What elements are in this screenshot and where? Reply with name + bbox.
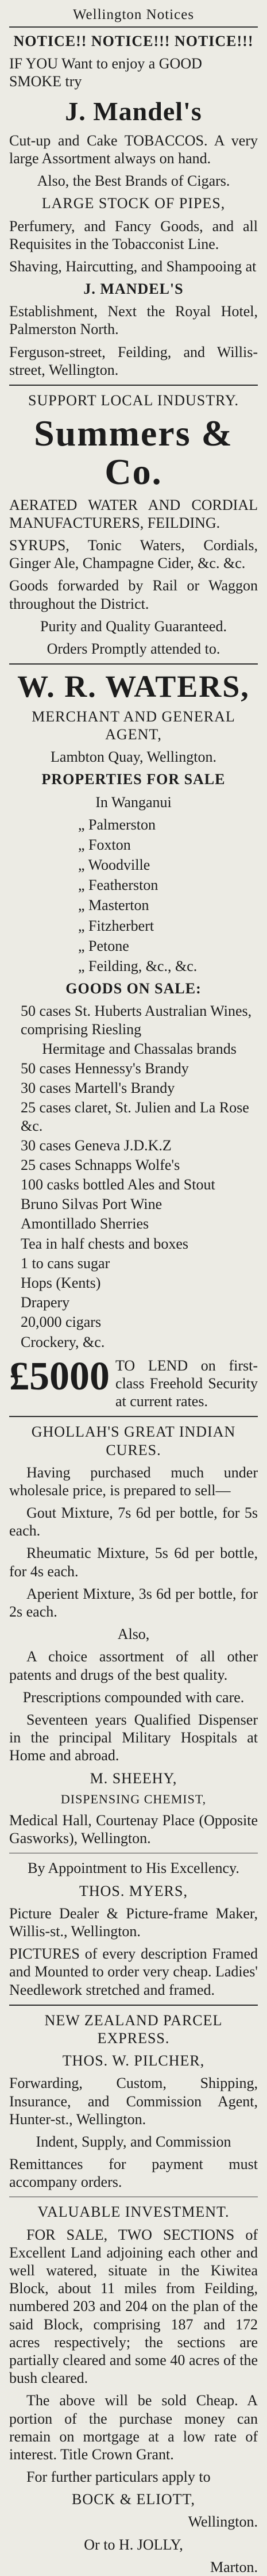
ghollah-line4: Aperient Mixture, 3s 6d per bottle, for 2s each.	[9, 1585, 258, 1620]
mandel-heading: NOTICE!! NOTICE!!! NOTICE!!!	[13, 33, 254, 49]
investment-ad	[9, 2203, 258, 2576]
waters-name: W. R. WATERS,	[17, 669, 250, 704]
goods-item: Bruno Silvas Port Wine	[21, 1196, 162, 1213]
divider	[9, 663, 258, 665]
goods-item: Amontillado Sherries	[21, 1215, 149, 1233]
goods-list	[21, 1002, 258, 1350]
investment-alt: Or to H. JOLLY,	[84, 2536, 183, 2553]
summers-name: Summers & Co.	[34, 413, 233, 493]
property-item: „ Feilding, &c., &c.	[78, 958, 198, 974]
goods-item: 50 cases St. Huberts Australian Wines, comprising Riesling	[21, 1003, 252, 1038]
waters-ad	[9, 670, 258, 1410]
myers-line2: Picture Dealer & Picture-frame Maker, Willis-st., Wellington.	[9, 1905, 258, 1940]
mandel-name: J. Mandel's	[65, 96, 202, 126]
property-item: „ Masterton	[78, 897, 149, 914]
waters-sub: In Wanganui	[95, 793, 172, 811]
mandel-line7: Ferguson-street, Feilding, and Willis-street, Wellington.	[9, 343, 258, 378]
divider	[9, 1416, 258, 1417]
myers-ad	[9, 1859, 258, 1998]
investment-line1: FOR SALE, TWO SECTIONS of Excellent Land adjoining each other and well watered, situate in the Kiwitea Block, about 11 miles from Feilding, numbered 203 and 204 on the plan of the said Block, comprising 187 and 172 acres respectively; the sections are partially cleared and some 40 acres of the bush cleared.	[9, 2226, 258, 2387]
goods-item: Hermitage and Chassalas brands	[42, 1040, 237, 1057]
parcel-line1: Forwarding, Custom, Shipping, Insurance, and Commission Agent, Hunter-st., Wellington.	[9, 2075, 258, 2128]
summers-line1: AERATED WATER AND CORDIAL MANUFACTURERS, FEILDING.	[9, 496, 258, 531]
ghollah-line5: Also,	[117, 1626, 150, 1643]
mandel-line3: LARGE STOCK OF PIPES,	[41, 195, 226, 212]
summers-line3: Goods forwarded by Rail or Waggon throughout the District.	[9, 577, 258, 612]
investment-agent-place: Wellington.	[188, 2513, 258, 2531]
goods-item: 25 cases Schnapps Wolfe's	[21, 1156, 180, 1173]
ghollah-line9: DISPENSING CHEMIST,	[60, 1791, 207, 1806]
goods-item: 100 casks bottled Ales and Stout	[21, 1176, 215, 1193]
summers-heading: SUPPORT LOCAL INDUSTRY.	[28, 392, 239, 409]
ghollah-line8: Seventeen years Qualified Dispenser in the principal Military Hospitals at Home and abroad.	[9, 1711, 258, 1764]
investment-heading: VALUABLE INVESTMENT.	[37, 2203, 230, 2221]
parcel-heading: NEW ZEALAND PARCEL EXPRESS.	[44, 2011, 223, 2047]
property-item: „ Featherston	[78, 877, 158, 894]
waters-heading: PROPERTIES FOR SALE	[41, 771, 226, 788]
investment-alt-place: Marton.	[210, 2558, 258, 2575]
loan-text: TO LEND on first-class Freehold Security at current rates.	[115, 1357, 258, 1410]
ghollah-ad	[9, 1423, 258, 1847]
property-item: „ Palmerston	[78, 816, 156, 833]
summers-line2: SYRUPS, Tonic Waters, Cordials, Ginger Ale, Champagne Cider, &c. &c.	[9, 536, 258, 572]
property-item: „ Foxton	[78, 836, 131, 853]
parcel-name: THOS. W. PILCHER,	[62, 2052, 205, 2070]
waters-line2: Lambton Quay, Wellington.	[51, 748, 216, 766]
mandel-ad	[9, 32, 258, 379]
divider	[9, 385, 258, 386]
myers-line3: PICTURES of every description Framed and Mounted to order very cheap. Ladies' Needlework stretched and framed.	[9, 1945, 258, 1998]
goods-item: Hops (Kents)	[21, 1274, 101, 1291]
parcel-ad	[9, 2011, 258, 2191]
investment-line2: The above will be sold Cheap. A portion of the purchase money can remain on mortgage at a low rate of interest. Title Crown Grant.	[9, 2392, 258, 2463]
ghollah-line10: Medical Hall, Courtenay Place (Opposite Gasworks), Wellington.	[9, 1812, 258, 1847]
parcel-line2: Indent, Supply, and Commission	[36, 2133, 231, 2150]
mandel-line4: Perfumery, and Fancy Goods, and all Requisites in the Tobacconist Line.	[9, 217, 258, 252]
myers-line1: By Appointment to His Excellency.	[28, 1860, 239, 1877]
summers-line5: Orders Promptly attended to.	[47, 640, 220, 657]
property-list	[78, 816, 258, 976]
parcel-line3: Remittances for payment must accompany orders.	[9, 2156, 258, 2191]
mandel-line6: Establishment, Next the Royal Hotel, Palmerston North.	[9, 303, 258, 338]
loan-amount: £5000	[9, 1354, 110, 1399]
waters-line1: MERCHANT AND GENERAL AGENT,	[32, 708, 235, 743]
ghollah-heading: GHOLLAH'S GREAT INDIAN CURES.	[31, 1423, 236, 1458]
loan-block	[9, 1354, 258, 1411]
goods-heading: GOODS ON SALE:	[65, 980, 202, 997]
mandel-intro: IF YOU Want to enjoy a GOOD SMOKE try	[9, 55, 202, 90]
investment-line3: For further particulars apply to	[26, 2468, 211, 2486]
goods-item: Tea in half chests and boxes	[21, 1235, 189, 1252]
mandel-name2: J. MANDEL'S	[83, 281, 184, 298]
goods-item: 30 cases Martell's Brandy	[21, 1080, 175, 1097]
summers-line4: Purity and Quality Guaranteed.	[40, 617, 227, 635]
ghollah-line2: Gout Mixture, 7s 6d per bottle, for 5s each.	[9, 1504, 258, 1540]
goods-item: 1 to cans sugar	[21, 1254, 110, 1272]
ghollah-line1: Having purchased much under wholesale price, is prepared to sell—	[9, 1464, 258, 1499]
summers-ad	[9, 391, 258, 658]
property-item: „ Woodville	[78, 857, 150, 874]
ghollah-line6: A choice assortment of all other patents and drugs of the best quality.	[9, 1648, 258, 1683]
mandel-line1: Cut-up and Cake TOBACCOS. A very large Assortment always on hand.	[9, 132, 258, 167]
mandel-line5: Shaving, Haircutting, and Shampooing at	[9, 258, 257, 275]
goods-item: 50 cases Hennessy's Brandy	[21, 1059, 189, 1077]
goods-item: 25 cases claret, St. Julien and La Rose &c.	[21, 1099, 249, 1134]
page-title: Wellington Notices	[9, 5, 258, 28]
goods-item: 30 cases Geneva J.D.K.Z	[21, 1137, 172, 1154]
ghollah-line3: Rheumatic Mixture, 5s 6d per bottle, for 4s each.	[9, 1545, 258, 1580]
mandel-line2: Also, the Best Brands of Cigars.	[37, 172, 230, 190]
goods-item: Crockery, &c.	[21, 1333, 105, 1350]
myers-name: THOS. MYERS,	[79, 1882, 188, 1899]
goods-item: 20,000 cigars	[21, 1314, 102, 1331]
property-item: „ Fitzherbert	[78, 917, 154, 934]
property-item: „ Petone	[78, 937, 129, 954]
investment-agent: BOCK & ELIOTT,	[72, 2491, 195, 2508]
divider	[9, 2005, 258, 2006]
newspaper-page	[9, 5, 258, 2575]
goods-item: Drapery	[21, 1294, 70, 1311]
ghollah-line7: Prescriptions compounded with care.	[22, 1688, 245, 1706]
ghollah-name: M. SHEEHY,	[90, 1769, 177, 1787]
